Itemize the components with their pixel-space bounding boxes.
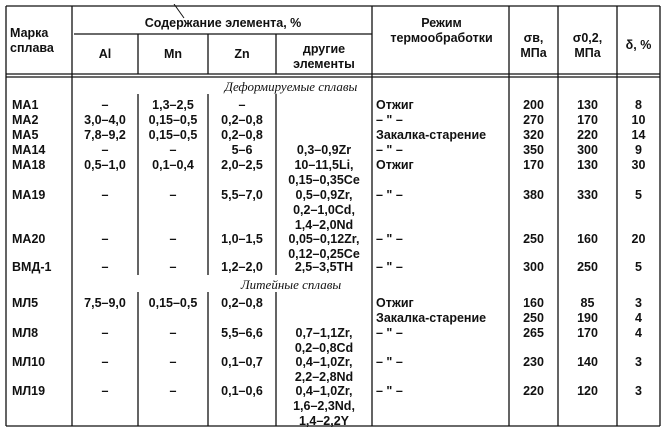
row-ма14-d: 9 xyxy=(635,143,642,157)
row-мл10-s02: 140 xyxy=(577,355,598,369)
row-ма2-sb: 270 xyxy=(523,113,544,127)
row-ма20-treatment: – " – xyxy=(376,232,403,246)
row-мл5-treatment: Отжиг Закалка-старение xyxy=(376,296,487,325)
header-al: Al xyxy=(98,47,112,61)
row-мл10-other: 0,4–1,0Zr, 2,2–2,8Nd xyxy=(294,355,354,384)
row-ма20-grade: МА20 xyxy=(12,232,46,246)
row-мл5-al: 7,5–9,0 xyxy=(84,296,126,310)
row-ма14-treatment: – " – xyxy=(376,143,403,157)
row-ма2-treatment: – " – xyxy=(376,113,403,127)
row-ма20-other: 0,05–0,12Zr, 0,12–0,25Ce xyxy=(288,232,360,261)
row-мл10-mn: – xyxy=(169,355,177,369)
row-мл10-treatment: – " – xyxy=(376,355,403,369)
row-вмд-1-grade: ВМД-1 xyxy=(12,260,52,274)
row-мл19-zn: 0,1–0,6 xyxy=(221,384,263,398)
header-grade: Марка сплава xyxy=(10,26,54,55)
row-ма5-grade: МА5 xyxy=(12,128,39,142)
row-мл8-other: 0,7–1,1Zr, 0,2–0,8Cd xyxy=(294,326,354,355)
row-вмд-1-mn: – xyxy=(169,260,177,274)
header-content: Содержание элемента, % xyxy=(144,16,302,30)
row-ма20-zn: 1,0–1,5 xyxy=(221,232,263,246)
row-вмд-1-s02: 250 xyxy=(577,260,598,274)
row-ма2-d: 10 xyxy=(631,113,646,127)
row-ма5-al: 7,8–9,2 xyxy=(84,128,126,142)
header-delta: δ, % xyxy=(625,38,652,52)
row-ма14-zn: 5–6 xyxy=(231,143,253,157)
row-ма14-mn: – xyxy=(169,143,177,157)
row-ма1-zn: – xyxy=(238,98,246,112)
row-ма14-sb: 350 xyxy=(523,143,544,157)
row-вмд-1-sb: 300 xyxy=(523,260,544,274)
row-ма19-other: 0,5–0,9Zr, 0,2–1,0Cd, 1,4–2,0Nd xyxy=(293,188,355,232)
row-ма2-zn: 0,2–0,8 xyxy=(221,113,263,127)
row-мл19-mn: – xyxy=(169,384,177,398)
row-ма20-s02: 160 xyxy=(577,232,598,246)
row-ма14-al: – xyxy=(101,143,109,157)
row-ма1-mn: 1,3–2,5 xyxy=(152,98,194,112)
row-мл19-other: 0,4–1,0Zr, 1,6–2,3Nd, 1,4–2,2Y xyxy=(293,384,355,428)
row-мл8-zn: 5,5–6,6 xyxy=(221,326,263,340)
header-other: другие элементы xyxy=(293,42,355,71)
row-ма19-zn: 5,5–7,0 xyxy=(221,188,263,202)
header-sigma-02: σ0,2, МПа xyxy=(572,31,603,60)
row-ма19-d: 5 xyxy=(635,188,642,202)
row-ма5-treatment: Закалка-старение xyxy=(376,128,487,142)
row-мл5-zn: 0,2–0,8 xyxy=(221,296,263,310)
row-ма2-al: 3,0–4,0 xyxy=(84,113,126,127)
row-мл5-grade: МЛ5 xyxy=(12,296,39,310)
row-ма18-other: 10–11,5Li, 0,15–0,35Ce xyxy=(288,158,360,187)
row-мл19-treatment: – " – xyxy=(376,384,403,398)
header-sigma-b: σв, МПа xyxy=(520,31,547,60)
row-ма1-al: – xyxy=(101,98,109,112)
row-мл19-grade: МЛ19 xyxy=(12,384,46,398)
row-ма5-zn: 0,2–0,8 xyxy=(221,128,263,142)
row-ма5-d: 14 xyxy=(631,128,646,142)
row-ма1-s02: 130 xyxy=(577,98,598,112)
row-ма14-other: 0,3–0,9Zr xyxy=(296,143,352,157)
row-ма18-d: 30 xyxy=(631,158,646,172)
row-ма20-sb: 250 xyxy=(523,232,544,246)
row-ма20-mn: – xyxy=(169,232,177,246)
row-мл8-al: – xyxy=(101,326,109,340)
row-ма1-treatment: Отжиг xyxy=(376,98,414,112)
section-wrought: Деформируемые сплавы xyxy=(224,79,358,94)
row-ма5-mn: 0,15–0,5 xyxy=(148,128,198,142)
alloy-table xyxy=(4,4,662,428)
row-ма18-treatment: Отжиг xyxy=(376,158,414,172)
row-вмд-1-treatment: – " – xyxy=(376,260,403,274)
header-mn: Mn xyxy=(163,47,183,61)
row-ма18-al: 0,5–1,0 xyxy=(84,158,126,172)
row-ма19-s02: 330 xyxy=(577,188,598,202)
section-cast: Литейные сплавы xyxy=(240,277,342,292)
row-ма20-al: – xyxy=(101,232,109,246)
row-мл19-d: 3 xyxy=(635,384,642,398)
row-мл8-treatment: – " – xyxy=(376,326,403,340)
row-ма14-s02: 300 xyxy=(577,143,598,157)
row-ма18-grade: МА18 xyxy=(12,158,46,172)
row-мл10-zn: 0,1–0,7 xyxy=(221,355,263,369)
row-ма19-al: – xyxy=(101,188,109,202)
row-мл8-sb: 265 xyxy=(523,326,544,340)
row-ма1-grade: МА1 xyxy=(12,98,39,112)
row-мл8-d: 4 xyxy=(635,326,642,340)
row-ма19-grade: МА19 xyxy=(12,188,46,202)
row-вмд-1-al: – xyxy=(101,260,109,274)
row-мл10-sb: 230 xyxy=(523,355,544,369)
row-мл19-sb: 220 xyxy=(523,384,544,398)
row-ма14-grade: МА14 xyxy=(12,143,46,157)
row-мл5-d: 3 4 xyxy=(635,296,642,325)
row-ма18-mn: 0,1–0,4 xyxy=(152,158,194,172)
row-вмд-1-zn: 1,2–2,0 xyxy=(221,260,263,274)
row-вмд-1-d: 5 xyxy=(635,260,642,274)
row-мл8-mn: – xyxy=(169,326,177,340)
row-ма2-s02: 170 xyxy=(577,113,598,127)
row-мл5-mn: 0,15–0,5 xyxy=(148,296,198,310)
row-вмд-1-other: 2,5–3,5TH xyxy=(294,260,354,274)
row-ма19-sb: 380 xyxy=(523,188,544,202)
header-zn: Zn xyxy=(234,47,250,61)
row-ма1-d: 8 xyxy=(635,98,642,112)
row-мл5-s02: 85 190 xyxy=(577,296,598,325)
row-мл8-s02: 170 xyxy=(577,326,598,340)
row-мл19-s02: 120 xyxy=(577,384,598,398)
row-мл10-grade: МЛ10 xyxy=(12,355,46,369)
row-мл19-al: – xyxy=(101,384,109,398)
row-ма5-sb: 320 xyxy=(523,128,544,142)
row-ма19-mn: – xyxy=(169,188,177,202)
header-treatment: Режим термообработки xyxy=(390,16,493,45)
row-ма5-s02: 220 xyxy=(577,128,598,142)
row-ма1-sb: 200 xyxy=(523,98,544,112)
row-ма18-sb: 170 xyxy=(523,158,544,172)
row-ма18-s02: 130 xyxy=(577,158,598,172)
row-мл8-grade: МЛ8 xyxy=(12,326,39,340)
row-ма20-d: 20 xyxy=(631,232,646,246)
row-ма2-mn: 0,15–0,5 xyxy=(148,113,198,127)
row-ма18-zn: 2,0–2,5 xyxy=(221,158,263,172)
row-ма2-grade: МА2 xyxy=(12,113,39,127)
row-ма19-treatment: – " – xyxy=(376,188,403,202)
row-мл10-al: – xyxy=(101,355,109,369)
row-мл10-d: 3 xyxy=(635,355,642,369)
row-мл5-sb: 160 250 xyxy=(523,296,544,325)
